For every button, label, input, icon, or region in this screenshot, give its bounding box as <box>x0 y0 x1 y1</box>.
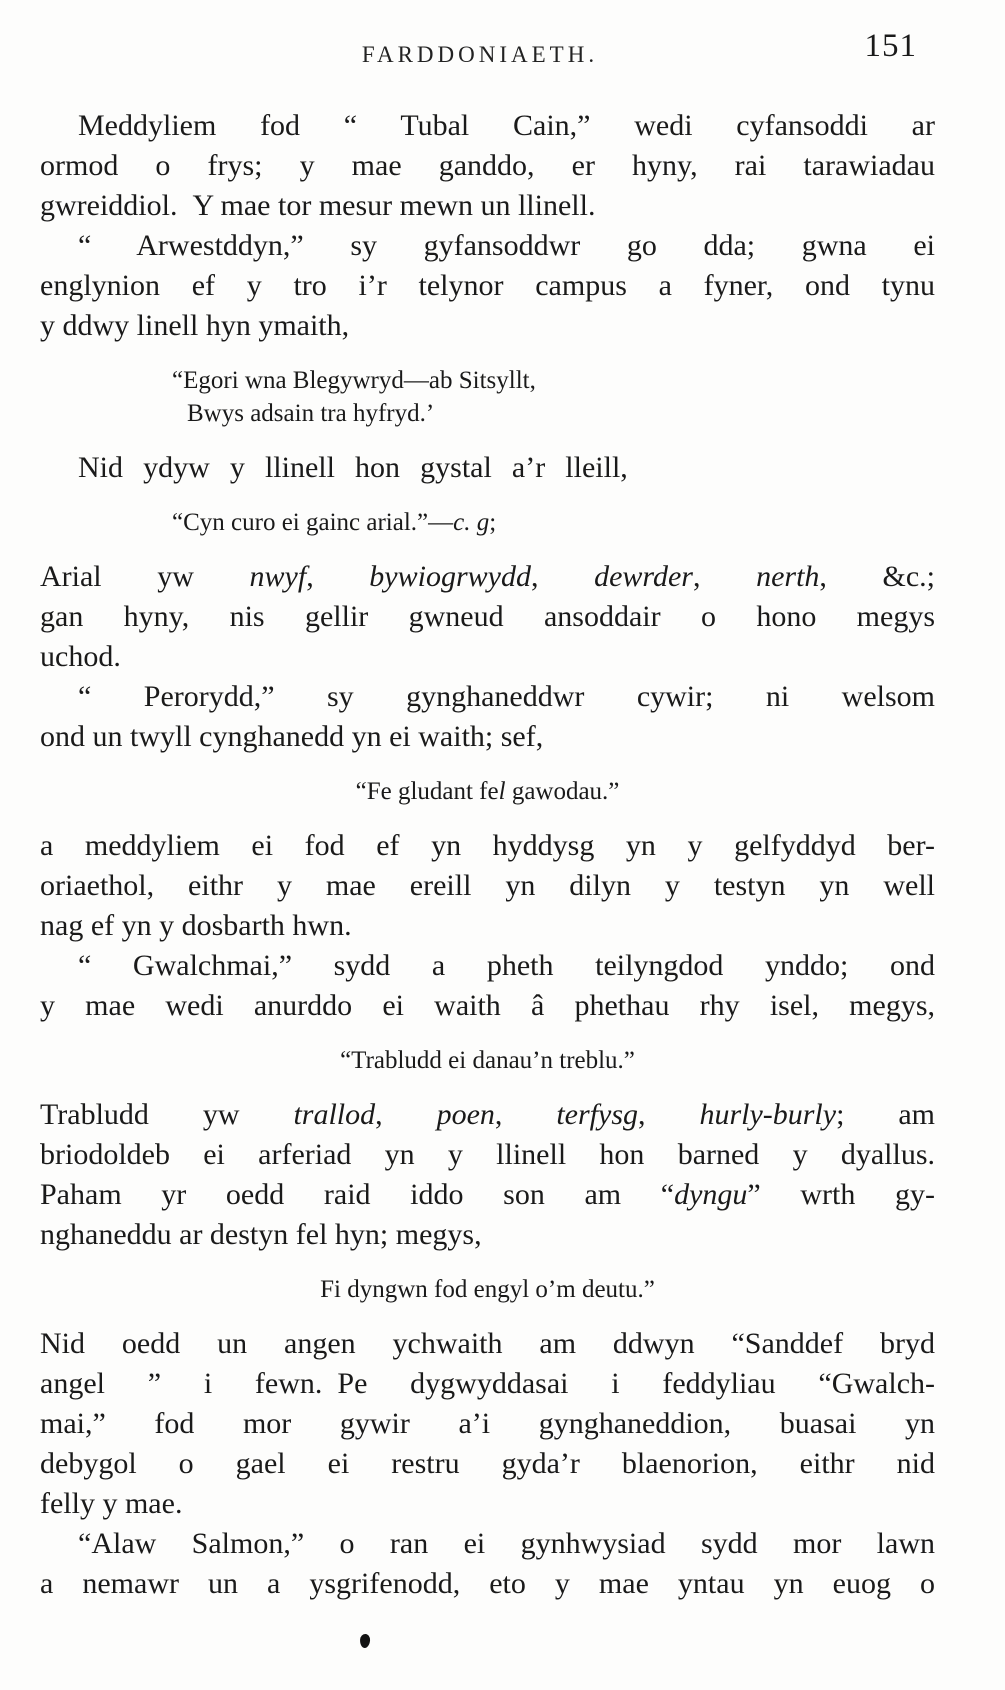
text-line: y ddwy linell hyn ymaith, <box>40 309 350 342</box>
text-line: “ Perorydd,” sy gynghaneddwr cywir; ni welsom <box>78 680 935 713</box>
text-line: ond un twyll cynghanedd yn ei waith; sef, <box>40 720 544 753</box>
text-line: “ Gwalchmai,” sydd a pheth teilyngdod ynddo; ond <box>78 949 935 982</box>
ink-dot-mark <box>360 1634 371 1649</box>
paragraph <box>40 557 935 677</box>
text-line: “ Arwestddyn,” sy gyfansoddwr go dda; gwna ei <box>78 229 935 262</box>
paragraph <box>40 448 935 488</box>
text-line: felly y mae. <box>40 1487 183 1520</box>
text-line: ormod o frys; y mae ganddo, er hyny, rai tarawiadau <box>40 149 935 182</box>
quote-line <box>40 775 935 808</box>
verse-quote <box>40 1273 935 1306</box>
text-segment: , <box>638 1098 700 1131</box>
page-number: 151 <box>864 28 917 64</box>
text-segment-italic: l <box>498 778 506 805</box>
text-segment-italic: c. g <box>453 509 490 536</box>
paragraph <box>40 106 935 226</box>
text-segment-italic: terfysg <box>556 1098 638 1131</box>
verse-quote <box>40 1044 935 1077</box>
verse-quote <box>172 364 935 430</box>
text-line: Nid ydyw y llinell hon gystal a’r lleill, <box>78 451 628 484</box>
text-line <box>40 1095 935 1135</box>
paragraph <box>40 226 935 346</box>
paragraph <box>40 1524 935 1604</box>
text-segment: Trabludd yw <box>40 1098 294 1131</box>
text-segment-italic: trallod <box>293 1098 376 1131</box>
text-segment: ” wrth gy- <box>747 1178 936 1211</box>
paragraph <box>40 1095 935 1255</box>
text-line <box>40 557 935 597</box>
quote-line: Fi dyngwn fod engyl o’m deutu.” <box>320 1276 655 1303</box>
text-segment: , <box>530 560 595 593</box>
text-segment-italic: poen <box>436 1098 495 1131</box>
text-line: nag ef yn y dosbarth hwn. <box>40 909 352 942</box>
text-segment-italic: dewrder <box>594 560 693 593</box>
text-line: “Alaw Salmon,” o ran ei gynhwysiad sydd mor lawn <box>78 1527 935 1560</box>
text-segment-italic: nerth <box>756 560 820 593</box>
paragraph <box>40 826 935 946</box>
text-segment: ; <box>489 509 497 536</box>
text-line: debygol o gael ei restru gyda’r blaenorion, eithr nid <box>40 1447 935 1480</box>
text-segment: , <box>375 1098 437 1131</box>
text-segment: ; am <box>836 1098 935 1131</box>
text-segment: Arial yw <box>40 560 250 593</box>
text-line: englynion ef y tro i’r telynor campus a fyner, ond tynu <box>40 269 935 302</box>
text-segment: , &c.; <box>819 560 935 593</box>
running-title: FARDDONIAETH. <box>361 42 599 67</box>
text-segment: , <box>306 560 370 593</box>
text-line: a nemawr un a ysgrifenodd, eto y mae yntau yn euog o <box>40 1567 935 1600</box>
text-line: gan hyny, nis gellir gwneud ansoddair o hono megys <box>40 600 935 633</box>
text-segment: , <box>494 1098 557 1131</box>
text-segment: “Fe gludant fe <box>355 778 499 805</box>
paragraph <box>40 1324 935 1524</box>
text-line: gwreiddiol. Y mae tor mesur mewn un llinell. <box>40 189 596 222</box>
text-segment-italic: hurly-burly <box>699 1098 837 1131</box>
text-line: mai,” fod mor gywir a’i gynghaneddion, buasai yn <box>40 1407 935 1440</box>
text-segment: “Cyn curo ei gainc arial.”— <box>172 509 454 536</box>
text-line: briodoldeb ei arferiad yn y llinell hon barned y dyallus. <box>40 1138 935 1171</box>
text-segment-italic: bywiogrwydd <box>369 560 531 593</box>
quote-line: “Trabludd ei danau’n treblu.” <box>340 1047 635 1074</box>
quote-line <box>172 506 935 539</box>
verse-quote <box>40 775 935 808</box>
quote-line: “Egori wna Blegywryd—ab Sitsyllt, <box>172 367 536 394</box>
text-line: oriaethol, eithr y mae ereill yn dilyn y testyn yn well <box>40 869 935 902</box>
text-line: y mae wedi anurddo ei waith â phethau rhy isel, megys, <box>40 989 935 1022</box>
text-line <box>40 1175 935 1215</box>
text-line: nghaneddu ar destyn fel hyn; megys, <box>40 1218 482 1251</box>
paragraph <box>40 946 935 1026</box>
paragraph <box>40 677 935 757</box>
page-header <box>0 0 1005 76</box>
text-segment: , <box>692 560 757 593</box>
text-line: Nid oedd un angen ychwaith am ddwyn “Sanddef bryd <box>40 1327 935 1360</box>
quote-line: Bwys adsain tra hyfryd.’ <box>187 400 435 427</box>
page-body <box>40 106 935 1604</box>
verse-quote <box>172 506 935 539</box>
text-line: Meddyliem fod “ Tubal Cain,” wedi cyfansoddi ar <box>78 109 935 142</box>
text-segment: Paham yr oedd raid iddo son am “ <box>40 1178 675 1211</box>
text-line: a meddyliem ei fod ef yn hyddysg yn y gelfyddyd ber- <box>40 829 935 862</box>
text-line: angel ” i fewn. Pe dygwyddasai i feddyliau “Gwalch- <box>40 1367 935 1400</box>
text-line: uchod. <box>40 640 121 673</box>
text-segment: gawodau.” <box>505 778 620 805</box>
text-segment-italic: nwyf <box>249 560 307 593</box>
text-segment-italic: dyngu <box>674 1178 748 1211</box>
